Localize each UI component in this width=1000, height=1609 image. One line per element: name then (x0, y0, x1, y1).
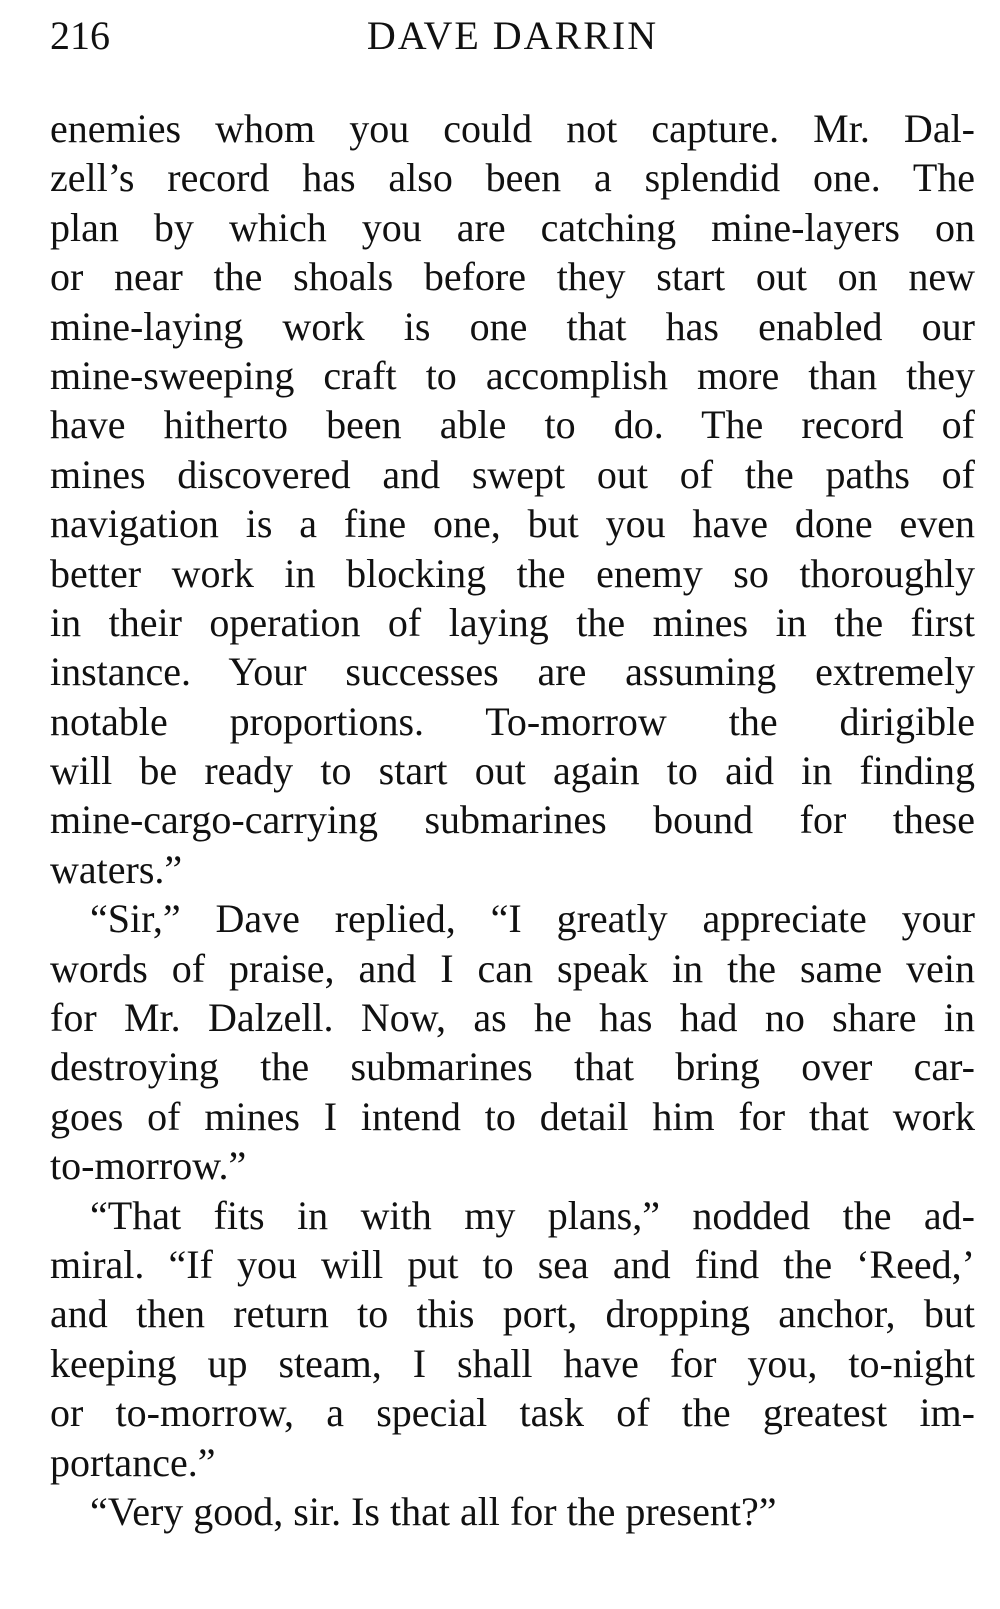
text-line: waters.” (50, 846, 183, 892)
text-line: to-morrow.” (50, 1143, 247, 1189)
text-line: or near the shoals before they start out on new (50, 254, 975, 300)
running-head: DAVE DARRIN (366, 13, 659, 58)
page-number: 216 (50, 13, 110, 58)
text-line: destroying the submarines that bring over car- (50, 1044, 975, 1090)
text-line: mine-cargo-carrying submarines bound for these (50, 797, 975, 843)
text-line: will be ready to start out again to aid in finding (50, 748, 975, 794)
body-text (50, 104, 975, 1536)
text-line: or to-morrow, a special task of the greatest im- (50, 1390, 975, 1436)
text-line: better work in blocking the enemy so thoroughly (50, 550, 975, 596)
text-line: “Very good, sir. Is that all for the present?” (90, 1488, 777, 1534)
text-line: portance.” (50, 1439, 216, 1485)
text-line: zell’s record has also been a splendid one. The (50, 155, 975, 201)
text-line: mines discovered and swept out of the paths of (50, 451, 975, 497)
text-line: “That fits in with my plans,” nodded the ad- (90, 1192, 975, 1238)
text-line: for Mr. Dalzell. Now, as he has had no share in (50, 995, 975, 1041)
text-line: notable proportions. To-morrow the dirigible (50, 698, 975, 744)
text-line: instance. Your successes are assuming extremely (50, 649, 975, 695)
text-line: mine-sweeping craft to accomplish more than they (50, 352, 975, 398)
page-header (50, 8, 975, 68)
text-line: and then return to this port, dropping anchor, but (50, 1291, 975, 1337)
text-line: miral. “If you will put to sea and find the ‘Reed,’ (50, 1241, 975, 1287)
text-line: goes of mines I intend to detail him for that work (50, 1093, 975, 1139)
text-line: “Sir,” Dave replied, “I greatly appreciate your (90, 896, 975, 942)
text-line: words of praise, and I can speak in the same vein (50, 945, 975, 991)
text-line: navigation is a fine one, but you have done even (50, 501, 975, 547)
text-line: enemies whom you could not capture. Mr. Dal- (50, 106, 975, 151)
text-line: mine-laying work is one that has enabled our (50, 303, 975, 349)
text-line: in their operation of laying the mines in the first (50, 599, 975, 645)
text-line: keeping up steam, I shall have for you, to-night (50, 1340, 975, 1386)
text-line: plan by which you are catching mine-layers on (50, 204, 975, 250)
text-line: have hitherto been able to do. The record of (50, 402, 975, 448)
